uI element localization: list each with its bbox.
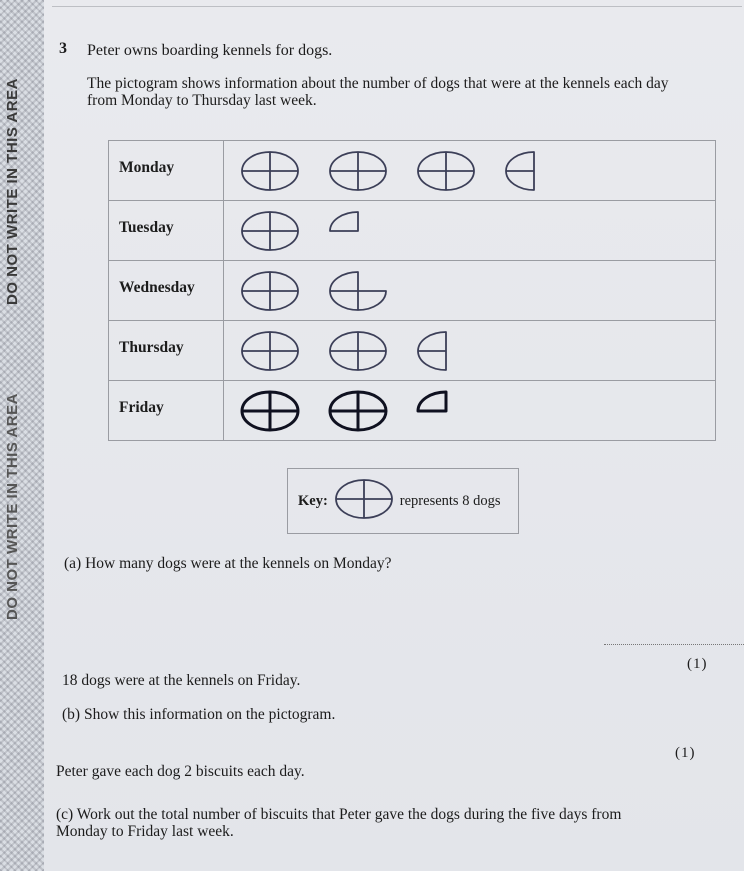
biscuits-statement: Peter gave each dog 2 biscuits each day. xyxy=(56,763,305,780)
question-intro: The pictogram shows information about the number of dogs that were at the kennels each day from Monday to Thursday last week. xyxy=(87,75,669,109)
pictogram-row-monday xyxy=(109,141,716,201)
margin-warning-bottom: DO NOT WRITE IN THIS AREA xyxy=(4,393,21,620)
dog-symbol-half-icon xyxy=(416,330,476,372)
pictogram-cell xyxy=(224,321,716,381)
key-text: represents 8 dogs xyxy=(399,492,501,509)
day-label: Tuesday xyxy=(109,201,224,261)
margin-warning-top: DO NOT WRITE IN THIS AREA xyxy=(4,78,21,305)
friday-statement: 18 dogs were at the kennels on Friday. xyxy=(62,672,301,689)
marks-part-a: (1) xyxy=(687,656,708,672)
question-part-c: (c) Work out the total number of biscuits that Peter gave the dogs during the five days from Monday to Friday last week. xyxy=(56,806,622,840)
exam-page xyxy=(44,0,744,871)
marks-part-b: (1) xyxy=(675,745,696,761)
pictogram-row-tuesday xyxy=(109,201,716,261)
dog-symbol-full-icon xyxy=(240,270,300,312)
dog-symbol-full-icon xyxy=(328,330,388,372)
pictogram-cell xyxy=(224,201,716,261)
question-part-b: (b) Show this information on the pictogram. xyxy=(62,706,336,723)
dog-symbol-full-icon xyxy=(240,330,300,372)
pictogram-cell xyxy=(224,141,716,201)
dog-symbol-full-icon xyxy=(240,390,300,432)
day-label: Monday xyxy=(109,141,224,201)
key-label: Key: xyxy=(298,492,328,509)
answer-line-a[interactable] xyxy=(604,644,744,645)
pictogram-cell[interactable] xyxy=(224,381,716,441)
dog-symbol-full-icon xyxy=(240,210,300,252)
margin-strip xyxy=(0,0,44,871)
pictogram-key xyxy=(287,468,519,534)
dog-symbol-quarter-icon xyxy=(416,390,476,432)
key-icon xyxy=(334,478,394,525)
pictogram-table xyxy=(108,140,716,441)
question-number: 3 xyxy=(59,40,67,57)
dog-symbol-quarter-icon xyxy=(328,210,388,252)
pictogram-row-wednesday xyxy=(109,261,716,321)
dog-symbol-full-icon xyxy=(240,150,300,192)
dog-symbol-half-icon xyxy=(504,150,564,192)
top-rule xyxy=(52,6,742,7)
pictogram-cell xyxy=(224,261,716,321)
day-label: Thursday xyxy=(109,321,224,381)
dog-symbol-three-quarter-icon xyxy=(328,270,388,312)
question-title: Peter owns boarding kennels for dogs. xyxy=(87,42,333,59)
dog-symbol-full-icon xyxy=(328,390,388,432)
day-label: Friday xyxy=(109,381,224,441)
dog-symbol-full-icon xyxy=(416,150,476,192)
pictogram-row-thursday xyxy=(109,321,716,381)
dog-symbol-full-icon xyxy=(328,150,388,192)
pictogram-row-friday xyxy=(109,381,716,441)
day-label: Wednesday xyxy=(109,261,224,321)
question-part-a: (a) How many dogs were at the kennels on Monday? xyxy=(64,555,392,572)
